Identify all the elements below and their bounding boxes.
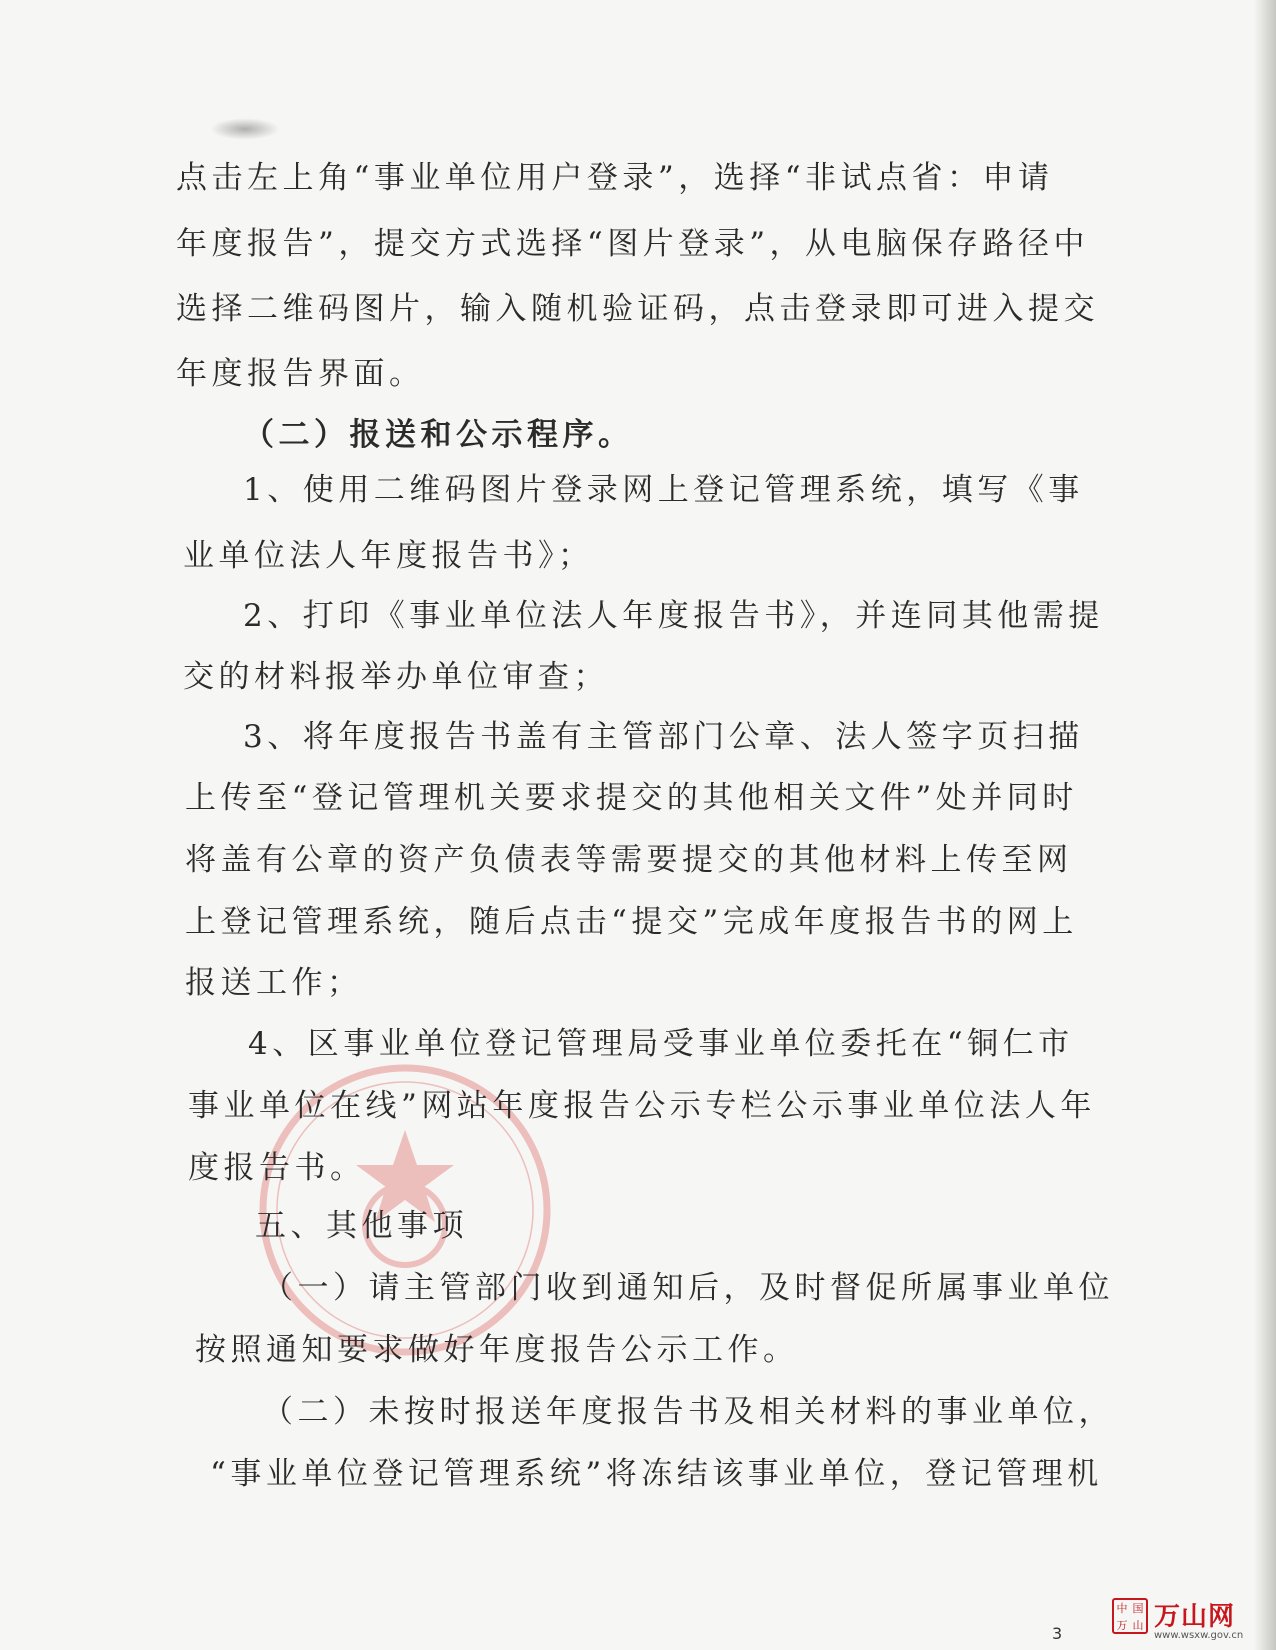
body-line-8: 2、打印《事业单位法人年度报告书》，并连同其他需提 — [243, 598, 1104, 634]
stamp-char: 国 — [1132, 1602, 1144, 1615]
scan-smudge — [210, 118, 280, 140]
body-line-7: 业单位法人年度报告书》； — [183, 538, 594, 574]
body-line-15: 4、区事业单位登记管理局受事业单位委托在“铜仁市 — [248, 1026, 1074, 1062]
stamp-char: 万 — [1116, 1619, 1128, 1632]
body-line-21: （二）未按时报送年度报告书及相关材料的事业单位， — [262, 1394, 1114, 1430]
body-line-6: 1、使用二维码图片登录网上登记管理系统，填写《事 — [243, 472, 1084, 508]
section-heading-5: 五、其他事项 — [255, 1208, 468, 1244]
watermark-site-name: 万山网 — [1154, 1602, 1236, 1632]
body-line-16: 事业单位在线”网站年度报告公示专栏公示事业单位法人年 — [188, 1088, 1096, 1124]
body-line-9: 交的材料报举办单位审查； — [183, 659, 609, 695]
watermark-stamp-icon — [1112, 1598, 1148, 1634]
body-line-3: 选择二维码图片，输入随机验证码，点击登录即可进入提交 — [176, 291, 1099, 327]
body-line-11: 上传至“登记管理机关要求提交的其他相关文件”处并同时 — [185, 780, 1078, 816]
section-heading-2: （二）报送和公示程序。 — [243, 417, 634, 453]
body-line-22: “事业单位登记管理系统”将冻结该事业单位，登记管理机 — [210, 1456, 1103, 1492]
body-line-2: 年度报告”，提交方式选择“图片登录”，从电脑保存路径中 — [176, 226, 1090, 262]
stamp-char: 中 — [1116, 1602, 1128, 1615]
stamp-char: 山 — [1132, 1619, 1144, 1632]
body-line-20: 按照通知要求做好年度报告公示工作。 — [195, 1332, 799, 1368]
scan-edge-shadow — [1254, 0, 1276, 1650]
page-number: 3 — [1052, 1624, 1063, 1643]
body-line-12: 将盖有公章的资产负债表等需要提交的其他材料上传至网 — [185, 842, 1073, 878]
body-line-10: 3、将年度报告书盖有主管部门公章、法人签字页扫描 — [243, 719, 1084, 755]
body-line-4: 年度报告界面。 — [176, 356, 425, 392]
watermark-url: www.wsxw.gov.cn — [1154, 1630, 1244, 1641]
body-line-1: 点击左上角“事业单位用户登录”，选择“非试点省：申请 — [176, 160, 1054, 196]
site-watermark — [1112, 1596, 1272, 1648]
body-line-17: 度报告书。 — [188, 1150, 366, 1186]
body-line-19: （一）请主管部门收到通知后，及时督促所属事业单位 — [262, 1270, 1114, 1306]
body-line-14: 报送工作； — [185, 965, 363, 1001]
body-line-13: 上登记管理系统，随后点击“提交”完成年度报告书的网上 — [185, 904, 1078, 940]
